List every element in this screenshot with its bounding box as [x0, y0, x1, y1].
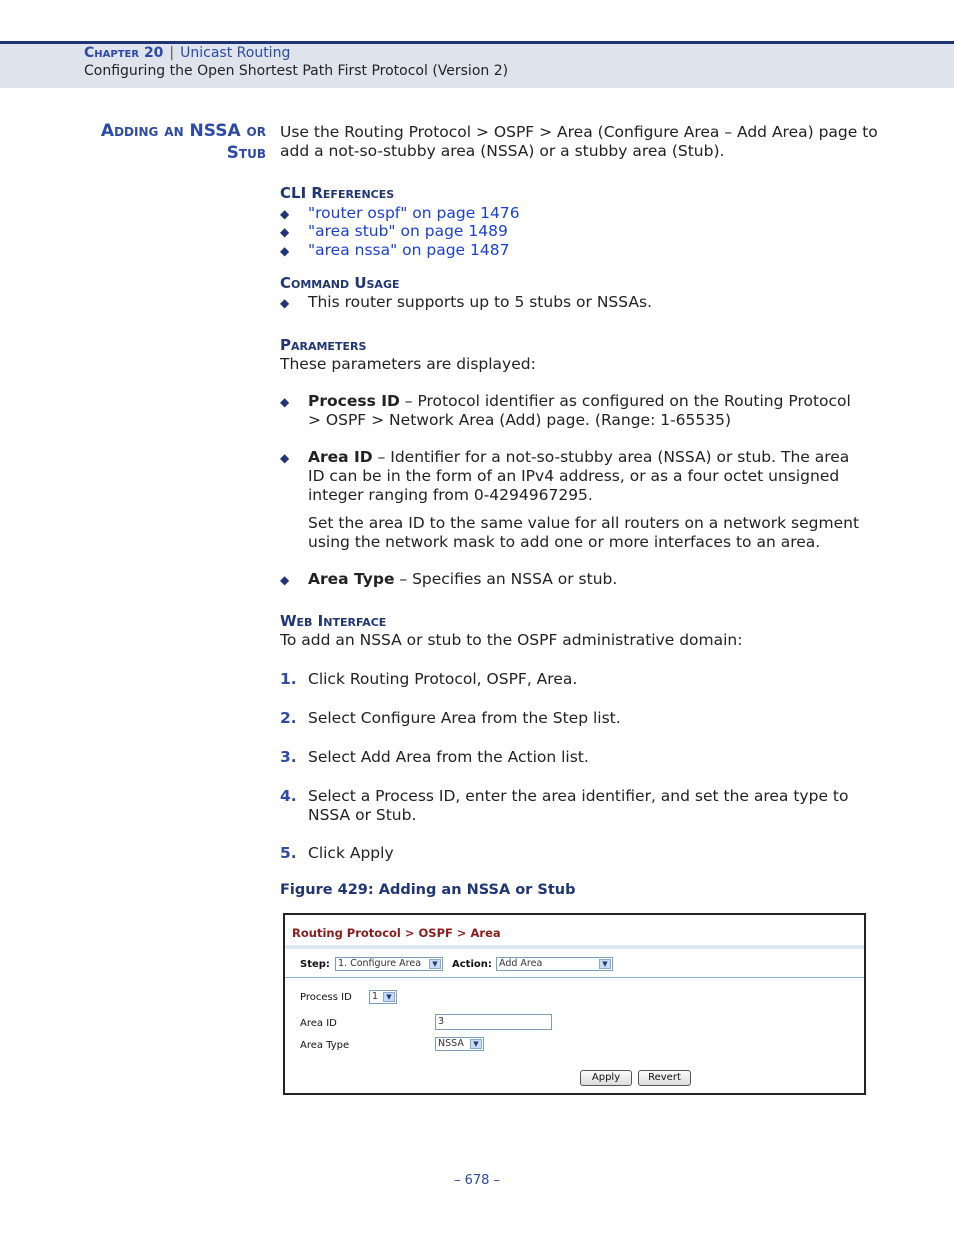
bullet-icon: ◆	[280, 244, 290, 258]
param-desc: – Identifier for a not-so-stubby area (NSSA) or stub. The area ID can be in the form of an IPv4 address, or as a four octet unsigned integer ranging from 0-4294967295.	[308, 448, 850, 504]
step-number: 1.	[280, 670, 297, 688]
area-type-select[interactable]	[435, 1037, 484, 1051]
chevron-down-icon: ▼	[470, 1039, 482, 1049]
area-type-value: NSSA	[438, 1038, 464, 1049]
step-number: 4.	[280, 787, 297, 805]
cli-ref-item	[280, 241, 289, 261]
cli-ref-item	[280, 222, 289, 242]
param-area-type	[308, 570, 868, 589]
bullet-icon: ◆	[280, 225, 290, 239]
param-term: Area Type	[308, 570, 395, 588]
param-desc: – Specifies an NSSA or stub.	[394, 570, 618, 588]
apply-button[interactable]: Apply	[580, 1070, 632, 1086]
section-title-line2: Stub	[226, 143, 266, 163]
running-header	[84, 45, 290, 61]
web-interface-heading: Web Interface	[280, 612, 387, 630]
action-select-value: Add Area	[499, 958, 543, 969]
cli-ref-link-area-nssa[interactable]: "area nssa" on page 1487	[308, 241, 510, 259]
step-number: 2.	[280, 709, 297, 727]
command-usage-heading: Command Usage	[280, 274, 400, 292]
cli-ref-item	[280, 204, 289, 224]
bullet-icon: ◆	[280, 395, 290, 409]
action-label: Action:	[452, 959, 492, 970]
bullet-icon: ◆	[280, 296, 290, 310]
title-divider	[285, 945, 864, 949]
header-separator: |	[169, 45, 175, 61]
step-text: Select Configure Area from the Step list.	[308, 709, 621, 727]
step-text: Select a Process ID, enter the area identifier, and set the area type to NSSA or Stub.	[308, 787, 849, 824]
bullet-icon: ◆	[280, 207, 290, 221]
param-area-id-note: Set the area ID to the same value for all routers on a network segment using the network mask to add one or more interfaces to an area.	[308, 514, 860, 551]
chevron-down-icon: ▼	[383, 992, 395, 1002]
parameters-heading: Parameters	[280, 336, 367, 354]
breadcrumb: Routing Protocol > OSPF > Area	[292, 926, 501, 940]
process-id-label: Process ID	[300, 992, 352, 1003]
area-type-label: Area Type	[300, 1040, 350, 1051]
chapter-title: Unicast Routing	[180, 45, 291, 61]
chevron-down-icon: ▼	[599, 959, 611, 969]
page-number: – 678 –	[453, 1173, 501, 1188]
figure-screenshot	[283, 913, 866, 1095]
bullet-icon: ◆	[280, 451, 290, 465]
figure-caption: Figure 429: Adding an NSSA or Stub	[280, 882, 576, 898]
section-header: Configuring the Open Shortest Path First Protocol (Version 2)	[84, 63, 509, 79]
step-text: Click Apply	[308, 844, 394, 862]
parameters-intro: These parameters are displayed:	[280, 355, 536, 373]
web-interface-intro: To add an NSSA or stub to the OSPF administrative domain:	[280, 631, 743, 649]
intro-paragraph: Use the Routing Protocol > OSPF > Area (Configure Area – Add Area) page to add a not-so-stubby area (NSSA) or a stubby area (Stub).	[280, 123, 878, 160]
param-process-id	[308, 392, 868, 430]
step-select[interactable]	[335, 957, 443, 971]
step-label: Step:	[300, 959, 330, 970]
chapter-label: Chapter 20	[84, 45, 164, 61]
revert-button[interactable]: Revert	[638, 1070, 691, 1086]
param-term: Process ID	[308, 392, 400, 410]
step-action-row	[285, 951, 864, 978]
param-desc: – Protocol identifier as configured on the Routing Protocol > OSPF > Network Area (Add) page. (Range: 1-65535)	[308, 392, 851, 429]
param-term: Area ID	[308, 448, 373, 466]
param-area-id	[308, 448, 870, 505]
area-id-input[interactable]: 3	[435, 1014, 552, 1030]
step-text: Click Routing Protocol, OSPF, Area.	[308, 670, 578, 688]
step-select-value: 1. Configure Area	[338, 958, 422, 969]
step-number: 3.	[280, 748, 297, 766]
cli-references-heading: CLI References	[280, 184, 395, 202]
section-title	[66, 120, 266, 164]
bullet-icon: ◆	[280, 573, 290, 587]
cli-ref-link-area-stub[interactable]: "area stub" on page 1489	[308, 222, 508, 240]
action-select[interactable]	[496, 957, 613, 971]
process-id-select[interactable]	[369, 990, 397, 1004]
command-usage-item: This router supports up to 5 stubs or NSSAs.	[308, 293, 652, 311]
area-id-label: Area ID	[300, 1018, 337, 1029]
step-number: 5.	[280, 844, 297, 862]
step-text: Select Add Area from the Action list.	[308, 748, 589, 766]
section-title-line1: Adding an NSSA or	[100, 121, 266, 141]
cli-ref-link-router-ospf[interactable]: "router ospf" on page 1476	[308, 204, 520, 222]
process-id-value: 1	[372, 991, 379, 1002]
chevron-down-icon: ▼	[429, 959, 441, 969]
